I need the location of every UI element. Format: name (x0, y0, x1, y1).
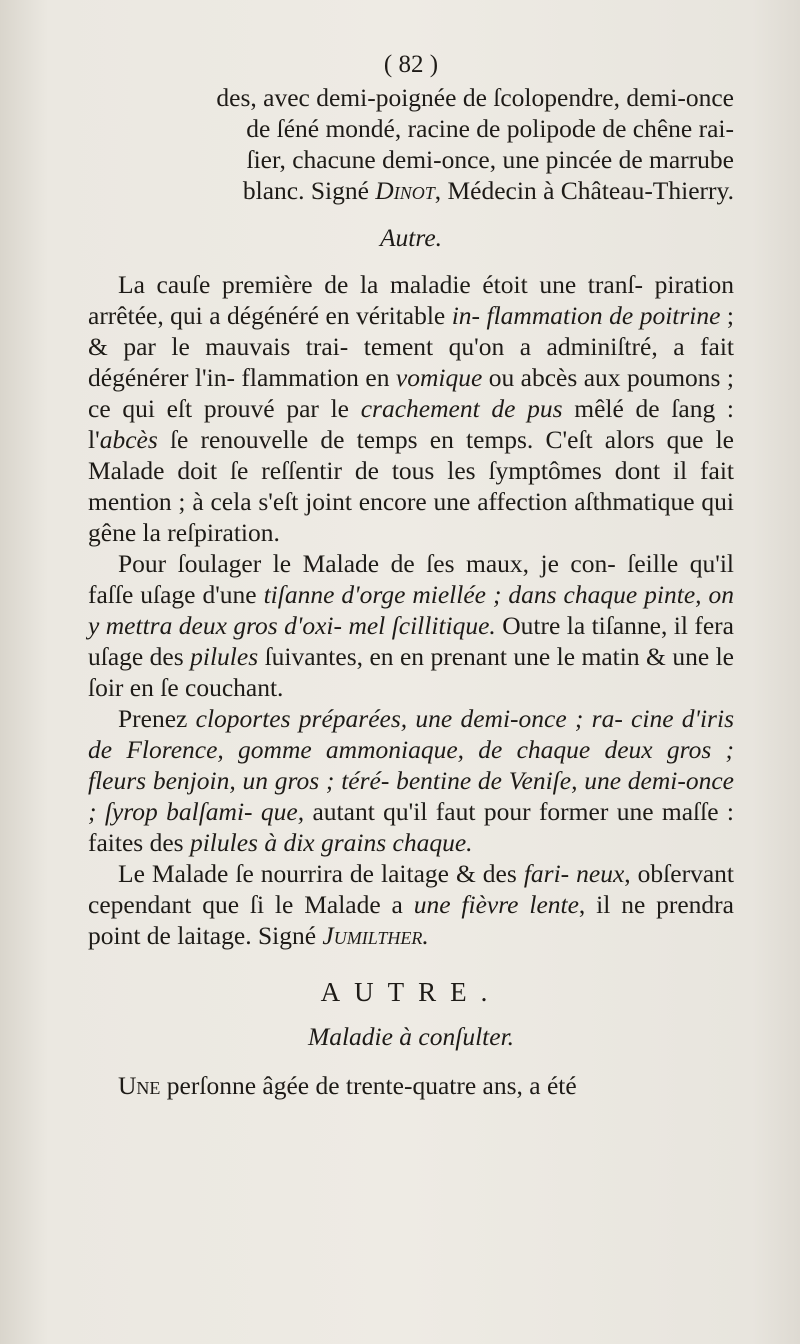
paragraph-case: Une perſonne âgée de trente-quatre ans, a été (118, 1071, 577, 1100)
italic-term: une fièvre lente (413, 890, 579, 919)
section-heading-autre-caps: AUTRE. (320, 977, 502, 1007)
text-line: ſier, chacune demi-once, une pincée de marrube (246, 145, 734, 174)
italic-term: tiſanne d'orge miellée ; dans chaque pinte, on y mettra deux gros d'oxi- mel ſcillitique. (88, 580, 734, 640)
italic-term: crachement de pus (360, 394, 563, 423)
italic-term: fari- neux (523, 859, 625, 888)
prescription-continuation (88, 82, 734, 206)
italic-term: abcès (99, 425, 158, 454)
signature-jumilther: Jumilther. (322, 921, 429, 950)
signature-dinot: Dinot (375, 176, 435, 205)
italic-term: pilules (190, 642, 259, 671)
text-line: des, avec demi-poignée de ſcolopendre, demi-once (216, 83, 734, 112)
section-heading-autre: Autre. (379, 223, 443, 252)
drop-word: Une (118, 1071, 161, 1100)
italic-term: in- flammation de poitrine (451, 301, 721, 330)
paragraph-diet: Le Malade ſe nourrira de laitage & des fari- neux, obſervant cependant que ſi le Malade a une fièvre lente, il ne prendra point de laitage. Signé Jumilther. (88, 859, 734, 950)
paragraph-treatment: Pour ſoulager le Malade de ſes maux, je con- ſeille qu'il faſſe uſage d'une tiſanne d'orge miellée ; dans chaque pinte, on y mettra deux gros d'oxi- mel ſcillitique. Outre la tiſanne, il fera uſage des pilules ſuivantes, en en prenant une le matin & une le ſoir en ſe couchant. (88, 549, 735, 702)
italic-term: vomique (395, 363, 483, 392)
text-line: de ſéné mondé, racine de polipode de chêne rai- (246, 114, 734, 143)
italic-term: pilules à dix grains chaque. (189, 828, 473, 857)
paragraph-diagnosis: La cauſe première de la maladie étoit une tranſ- piration arrêtée, qui a dégénéré en véritable in- flammation de poitrine ; & par le mauvais trai- tement qu'on a adminiſtré, a fait dégénérer l'in- flammation en vomique ou abcès aux poumons ; ce qui eſt prouvé par le crachement de pus mêlé de ſang : l'abcès ſe renouvelle de temps en temps. C'eſt alors que le Malade doit ſe reſſentir de tous les ſymptômes dont il fait mention ; à cela s'eſt joint encore une affection aſthmatique qui gêne la reſpiration. (88, 270, 734, 547)
subheading-maladie: Maladie à conſulter. (307, 1022, 515, 1051)
page-text (88, 50, 734, 1101)
page-number: ( 82 ) (383, 51, 439, 78)
paragraph-recipe: Prenez cloportes préparées, une demi-once ; ra- cine d'iris de Florence, gomme ammoniaque, de chaque deux gros ; fleurs benjoin, un gros ; téré- bentine de Veniſe, une demi-once ; ſyrop balſami- que, autant qu'il faut pour former une maſſe : faites des pilules à dix grains chaque. (88, 704, 734, 857)
text-line: blanc. Signé (242, 176, 376, 205)
italic-term: cloportes préparées, une demi-once ; ra- cine d'iris de Florence, gomme ammoniaque, de chaque deux gros ; fleurs benjoin, un gros ; téré- bentine de Veniſe, une demi-once ; ſyrop balſami- que, (88, 704, 734, 826)
text-line: , Médecin à Château-Thierry. (434, 176, 734, 205)
